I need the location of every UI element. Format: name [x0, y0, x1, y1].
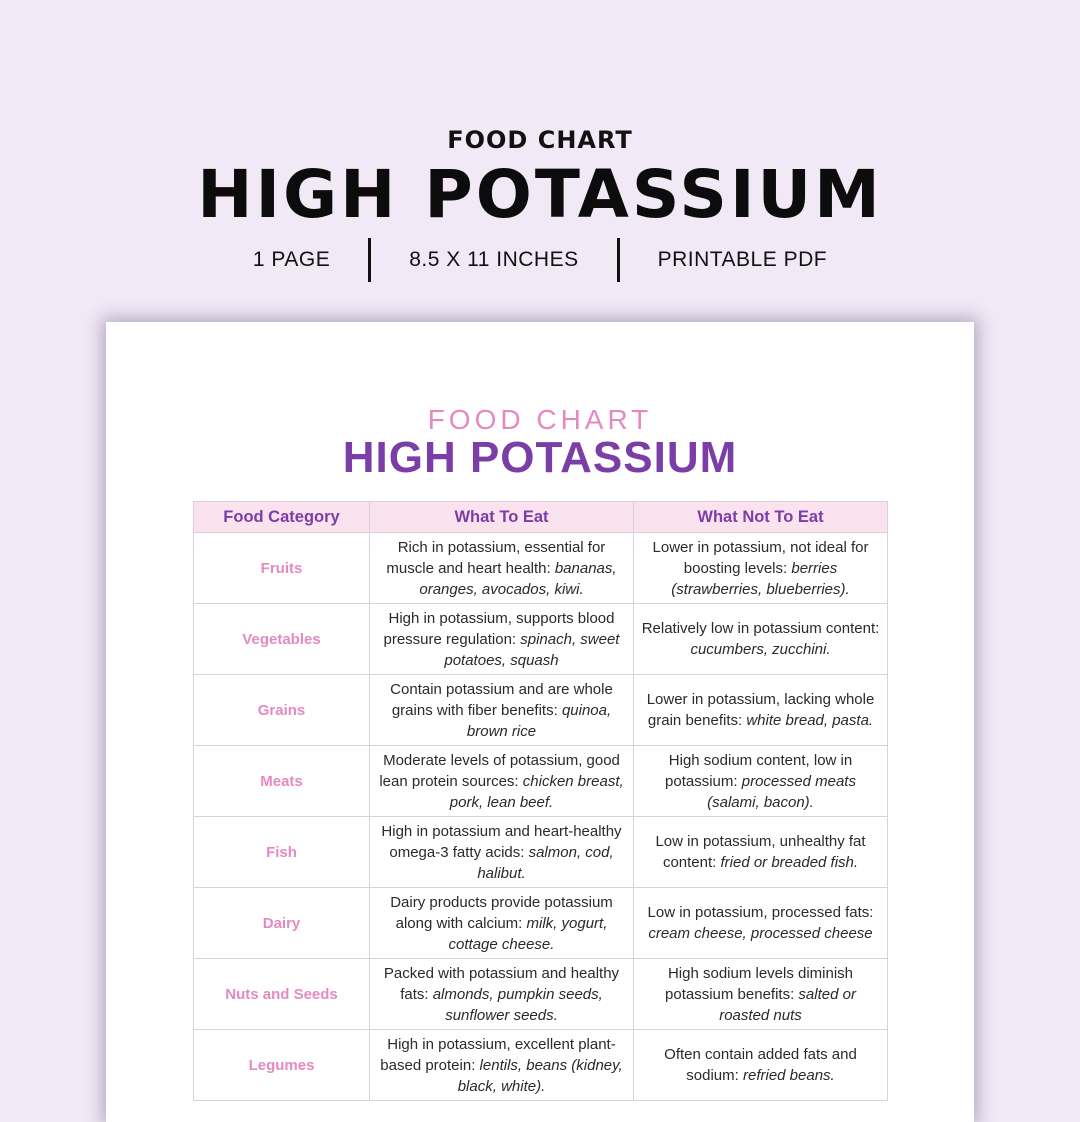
eat-cell [370, 959, 634, 1030]
meta-pages: 1 PAGE [252, 248, 331, 271]
avoid-text: Relatively low in potassium content: [641, 620, 880, 637]
avoid-cell [634, 604, 888, 675]
category-cell: Vegetables [194, 604, 370, 675]
avoid-examples: salted or roasted nuts [719, 985, 856, 1024]
sheet-kicker: FOOD CHART [427, 404, 653, 435]
eat-cell [370, 533, 634, 604]
avoid-examples: refried beans. [742, 1067, 835, 1084]
eat-cell [370, 746, 634, 817]
sheet-title: HIGH POTASSIUM [342, 433, 738, 482]
avoid-text: Lower in potassium, lacking whole grain benefits: [646, 691, 875, 729]
eat-text: Packed with potassium and healthy fats: [383, 964, 620, 1003]
hero-title: HIGH POTASSIUM [197, 156, 883, 233]
eat-text: High in potassium, excellent plant-based protein: [380, 1035, 616, 1074]
table-row [194, 533, 888, 604]
avoid-examples: white bread, pasta. [746, 712, 874, 729]
header-what-not-to-eat: What Not To Eat [634, 502, 888, 533]
eat-text: High in potassium, supports blood pressure regulation: [383, 609, 615, 648]
table-row [194, 746, 888, 817]
avoid-cell [634, 1030, 888, 1101]
category-cell: Fruits [194, 533, 370, 604]
avoid-cell [634, 533, 888, 604]
eat-examples: chicken breast, pork, lean beef. [449, 772, 624, 811]
header-food-category: Food Category [194, 502, 370, 533]
table-header-row [194, 502, 888, 533]
eat-text: Dairy products provide potassium along with calcium: [390, 893, 613, 932]
eat-cell [370, 817, 634, 888]
eat-examples: lentils, beans (kidney, black, white). [457, 1056, 623, 1095]
category-cell: Legumes [194, 1030, 370, 1101]
eat-examples: salmon, cod, halibut. [477, 843, 614, 882]
avoid-text: Low in potassium, processed fats: [647, 904, 874, 921]
eat-cell [370, 888, 634, 959]
eat-text: Contain potassium and are whole grains with fiber benefits: [390, 680, 613, 719]
category-cell: Nuts and Seeds [194, 959, 370, 1030]
eat-examples: bananas, oranges, avocados, kiwi. [419, 559, 617, 598]
table-row [194, 959, 888, 1030]
avoid-examples: cream cheese, processed cheese [648, 925, 873, 942]
category-cell: Grains [194, 675, 370, 746]
category-cell: Fish [194, 817, 370, 888]
avoid-cell [634, 888, 888, 959]
avoid-examples: berries (strawberries, blueberries). [671, 559, 850, 598]
eat-cell [370, 604, 634, 675]
avoid-text: High sodium content, low in potassium: [665, 751, 853, 790]
food-table [193, 501, 888, 1101]
avoid-cell [634, 675, 888, 746]
avoid-examples: cucumbers, zucchini. [690, 641, 831, 658]
category-cell: Meats [194, 746, 370, 817]
avoid-text: Lower in potassium, not ideal for boosting levels: [652, 538, 869, 577]
avoid-cell [634, 746, 888, 817]
eat-examples: quinoa, brown rice [466, 701, 612, 740]
avoid-text: Low in potassium, unhealthy fat content: [655, 833, 866, 871]
meta-size: 8.5 X 11 INCHES [409, 248, 579, 271]
category-cell: Dairy [194, 888, 370, 959]
eat-examples: spinach, sweet potatoes, squash [444, 630, 620, 669]
avoid-examples: fried or breaded fish. [720, 854, 859, 871]
avoid-text: High sodium levels diminish potassium benefits: [665, 964, 854, 1003]
table-row [194, 888, 888, 959]
eat-text: High in potassium and heart-healthy omega-3 fatty acids: [381, 822, 622, 861]
eat-text: Rich in potassium, essential for muscle and heart health: [386, 538, 606, 577]
meta-format: PRINTABLE PDF [657, 248, 828, 271]
table-row [194, 817, 888, 888]
eat-cell [370, 675, 634, 746]
avoid-text: Often contain added fats and sodium: [664, 1046, 857, 1084]
eat-cell [370, 1030, 634, 1101]
eat-examples: milk, yogurt, cottage cheese. [448, 914, 608, 953]
avoid-examples: processed meats (salami, bacon). [707, 772, 856, 811]
table-row [194, 604, 888, 675]
table-row [194, 675, 888, 746]
avoid-cell [634, 817, 888, 888]
table-row [194, 1030, 888, 1101]
hero-kicker: FOOD CHART [447, 126, 633, 154]
eat-text: Moderate levels of potassium, good lean protein sources: [379, 751, 620, 790]
meta-row [0, 238, 1080, 282]
avoid-cell [634, 959, 888, 1030]
header-what-to-eat: What To Eat [370, 502, 634, 533]
eat-examples: almonds, pumpkin seeds, sunflower seeds. [432, 985, 603, 1024]
document-preview [106, 322, 974, 1122]
